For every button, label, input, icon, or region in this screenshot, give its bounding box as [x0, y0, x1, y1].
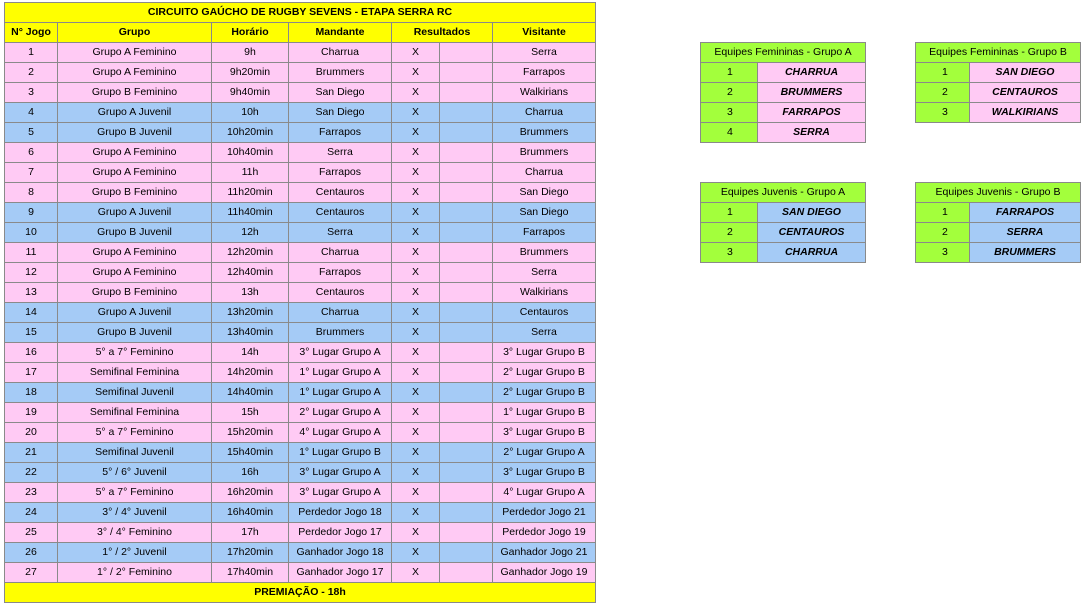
cell-visitante: Walkirians	[493, 83, 596, 103]
cell-mandante: 1° Lugar Grupo A	[289, 383, 392, 403]
cell-result-vs: X	[392, 283, 440, 303]
cell-result-vs: X	[392, 123, 440, 143]
cell-result-vs: X	[392, 463, 440, 483]
cell-result-vs: X	[392, 443, 440, 463]
cell-mandante: 2° Lugar Grupo A	[289, 403, 392, 423]
cell-mandante: Ganhador Jogo 18	[289, 543, 392, 563]
cell-num: 6	[5, 143, 58, 163]
team-name: CENTAUROS	[758, 223, 866, 243]
schedule-row	[5, 363, 596, 383]
schedule-row	[5, 103, 596, 123]
cell-visitante: 1° Lugar Grupo B	[493, 403, 596, 423]
cell-grupo: Grupo A Juvenil	[58, 303, 212, 323]
cell-grupo: Grupo B Feminino	[58, 283, 212, 303]
schedule-row	[5, 423, 596, 443]
cell-mandante: 4° Lugar Grupo A	[289, 423, 392, 443]
cell-num: 4	[5, 103, 58, 123]
cell-result-away	[440, 123, 493, 143]
team-number: 3	[701, 103, 758, 123]
schedule-title: CIRCUITO GAÚCHO DE RUGBY SEVENS - ETAPA SERRA RC	[5, 3, 596, 23]
cell-num: 21	[5, 443, 58, 463]
cell-num: 23	[5, 483, 58, 503]
team-name: WALKIRIANS	[970, 103, 1081, 123]
cell-result-away	[440, 483, 493, 503]
cell-horario: 11h20min	[212, 183, 289, 203]
schedule-row	[5, 483, 596, 503]
cell-grupo: Grupo B Juvenil	[58, 123, 212, 143]
team-row	[916, 203, 1081, 223]
team-row	[916, 63, 1081, 83]
cell-horario: 16h	[212, 463, 289, 483]
cell-result-vs: X	[392, 43, 440, 63]
team-number: 2	[701, 223, 758, 243]
cell-result-vs: X	[392, 523, 440, 543]
cell-horario: 12h	[212, 223, 289, 243]
cell-mandante: Charrua	[289, 43, 392, 63]
team-number: 3	[701, 243, 758, 263]
cell-grupo: 5° a 7° Feminino	[58, 343, 212, 363]
cell-result-away	[440, 463, 493, 483]
cell-grupo: 5° / 6° Juvenil	[58, 463, 212, 483]
cell-visitante: Brummers	[493, 143, 596, 163]
cell-mandante: Centauros	[289, 283, 392, 303]
cell-mandante: San Diego	[289, 103, 392, 123]
schedule-row	[5, 143, 596, 163]
cell-result-away	[440, 503, 493, 523]
cell-result-vs: X	[392, 263, 440, 283]
cell-result-away	[440, 263, 493, 283]
cell-horario: 14h20min	[212, 363, 289, 383]
cell-result-vs: X	[392, 223, 440, 243]
cell-result-away	[440, 83, 493, 103]
cell-result-vs: X	[392, 383, 440, 403]
cell-num: 16	[5, 343, 58, 363]
cell-grupo: 1° / 2° Juvenil	[58, 543, 212, 563]
cell-result-away	[440, 423, 493, 443]
cell-result-away	[440, 163, 493, 183]
schedule-row	[5, 243, 596, 263]
cell-mandante: 3° Lugar Grupo A	[289, 483, 392, 503]
cell-horario: 9h20min	[212, 63, 289, 83]
team-number: 1	[916, 63, 970, 83]
cell-num: 25	[5, 523, 58, 543]
team-row	[701, 203, 866, 223]
cell-horario: 13h40min	[212, 323, 289, 343]
cell-result-vs: X	[392, 543, 440, 563]
cell-grupo: Grupo A Juvenil	[58, 203, 212, 223]
teams-juv-a-table	[700, 182, 866, 263]
cell-visitante: Perdedor Jogo 21	[493, 503, 596, 523]
cell-visitante: Walkirians	[493, 283, 596, 303]
cell-result-vs: X	[392, 143, 440, 163]
schedule-row	[5, 563, 596, 583]
cell-grupo: Grupo A Feminino	[58, 143, 212, 163]
team-row	[916, 243, 1081, 263]
cell-result-vs: X	[392, 403, 440, 423]
cell-result-away	[440, 323, 493, 343]
teams-fem-a-title: Equipes Femininas - Grupo A	[701, 43, 866, 63]
team-number: 1	[701, 63, 758, 83]
cell-num: 12	[5, 263, 58, 283]
cell-grupo: Grupo A Feminino	[58, 263, 212, 283]
cell-result-vs: X	[392, 503, 440, 523]
cell-mandante: Serra	[289, 223, 392, 243]
header-grupo: Grupo	[58, 23, 212, 43]
schedule-row	[5, 343, 596, 363]
cell-num: 15	[5, 323, 58, 343]
cell-horario: 16h40min	[212, 503, 289, 523]
cell-result-vs: X	[392, 563, 440, 583]
cell-num: 24	[5, 503, 58, 523]
cell-horario: 10h	[212, 103, 289, 123]
cell-result-vs: X	[392, 83, 440, 103]
cell-mandante: Perdedor Jogo 18	[289, 503, 392, 523]
cell-num: 9	[5, 203, 58, 223]
cell-mandante: 1° Lugar Grupo A	[289, 363, 392, 383]
schedule-row	[5, 83, 596, 103]
cell-horario: 14h40min	[212, 383, 289, 403]
cell-horario: 17h40min	[212, 563, 289, 583]
cell-grupo: Grupo A Juvenil	[58, 103, 212, 123]
cell-visitante: 2° Lugar Grupo B	[493, 383, 596, 403]
cell-mandante: 1° Lugar Grupo B	[289, 443, 392, 463]
cell-result-away	[440, 103, 493, 123]
cell-result-away	[440, 223, 493, 243]
cell-result-vs: X	[392, 323, 440, 343]
team-number: 2	[916, 223, 970, 243]
cell-mandante: Brummers	[289, 323, 392, 343]
cell-mandante: Brummers	[289, 63, 392, 83]
cell-num: 18	[5, 383, 58, 403]
header-visitante: Visitante	[493, 23, 596, 43]
cell-grupo: 1° / 2° Feminino	[58, 563, 212, 583]
cell-num: 3	[5, 83, 58, 103]
team-name: BRUMMERS	[970, 243, 1081, 263]
team-row	[701, 83, 866, 103]
team-name: SERRA	[758, 123, 866, 143]
schedule-row	[5, 383, 596, 403]
cell-mandante: Centauros	[289, 183, 392, 203]
teams-juv-a-title: Equipes Juvenis - Grupo A	[701, 183, 866, 203]
schedule-row	[5, 403, 596, 423]
team-row	[701, 243, 866, 263]
cell-grupo: 5° a 7° Feminino	[58, 423, 212, 443]
cell-num: 7	[5, 163, 58, 183]
cell-horario: 16h20min	[212, 483, 289, 503]
cell-visitante: 4° Lugar Grupo A	[493, 483, 596, 503]
teams-fem-b-table	[915, 42, 1081, 123]
header-num: N° Jogo	[5, 23, 58, 43]
schedule-row	[5, 223, 596, 243]
cell-result-vs: X	[392, 243, 440, 263]
cell-grupo: 5° a 7° Feminino	[58, 483, 212, 503]
cell-num: 27	[5, 563, 58, 583]
cell-grupo: Grupo B Juvenil	[58, 323, 212, 343]
cell-grupo: Grupo A Feminino	[58, 243, 212, 263]
team-row	[701, 103, 866, 123]
cell-result-away	[440, 63, 493, 83]
cell-result-away	[440, 143, 493, 163]
cell-horario: 15h	[212, 403, 289, 423]
cell-horario: 12h20min	[212, 243, 289, 263]
team-row	[916, 223, 1081, 243]
cell-result-vs: X	[392, 163, 440, 183]
cell-result-away	[440, 43, 493, 63]
cell-horario: 15h40min	[212, 443, 289, 463]
cell-horario: 17h20min	[212, 543, 289, 563]
header-horario: Horário	[212, 23, 289, 43]
header-mandante: Mandante	[289, 23, 392, 43]
cell-visitante: Perdedor Jogo 19	[493, 523, 596, 543]
schedule-footer: PREMIAÇÃO - 18h	[5, 583, 596, 603]
cell-visitante: Charrua	[493, 163, 596, 183]
cell-visitante: 3° Lugar Grupo B	[493, 423, 596, 443]
cell-visitante: Brummers	[493, 123, 596, 143]
cell-mandante: Farrapos	[289, 123, 392, 143]
cell-result-away	[440, 383, 493, 403]
cell-horario: 14h	[212, 343, 289, 363]
cell-grupo: Grupo A Feminino	[58, 43, 212, 63]
cell-mandante: Centauros	[289, 203, 392, 223]
cell-num: 22	[5, 463, 58, 483]
cell-grupo: Semifinal Juvenil	[58, 383, 212, 403]
cell-result-away	[440, 363, 493, 383]
team-name: SAN DIEGO	[758, 203, 866, 223]
cell-mandante: Serra	[289, 143, 392, 163]
cell-visitante: Ganhador Jogo 19	[493, 563, 596, 583]
cell-result-vs: X	[392, 203, 440, 223]
cell-horario: 9h	[212, 43, 289, 63]
schedule-row	[5, 503, 596, 523]
cell-grupo: Grupo B Feminino	[58, 183, 212, 203]
cell-visitante: 3° Lugar Grupo B	[493, 463, 596, 483]
team-name: CENTAUROS	[970, 83, 1081, 103]
cell-num: 26	[5, 543, 58, 563]
team-row	[916, 83, 1081, 103]
schedule-row	[5, 183, 596, 203]
cell-result-vs: X	[392, 103, 440, 123]
teams-fem-a-table	[700, 42, 866, 143]
team-row	[701, 63, 866, 83]
cell-visitante: Serra	[493, 323, 596, 343]
team-name: CHARRUA	[758, 243, 866, 263]
team-row	[916, 103, 1081, 123]
cell-visitante: Centauros	[493, 303, 596, 323]
schedule-row	[5, 123, 596, 143]
cell-visitante: Charrua	[493, 103, 596, 123]
teams-juv-b-title: Equipes Juvenis - Grupo B	[916, 183, 1081, 203]
cell-result-away	[440, 283, 493, 303]
cell-grupo: Semifinal Feminina	[58, 363, 212, 383]
team-number: 2	[701, 83, 758, 103]
cell-num: 2	[5, 63, 58, 83]
team-name: FARRAPOS	[758, 103, 866, 123]
cell-horario: 13h20min	[212, 303, 289, 323]
cell-horario: 13h	[212, 283, 289, 303]
cell-num: 19	[5, 403, 58, 423]
cell-mandante: 3° Lugar Grupo A	[289, 343, 392, 363]
cell-grupo: Grupo A Feminino	[58, 63, 212, 83]
cell-num: 8	[5, 183, 58, 203]
cell-num: 1	[5, 43, 58, 63]
cell-visitante: 3° Lugar Grupo B	[493, 343, 596, 363]
team-name: CHARRUA	[758, 63, 866, 83]
cell-num: 10	[5, 223, 58, 243]
cell-horario: 11h	[212, 163, 289, 183]
cell-result-vs: X	[392, 343, 440, 363]
schedule-header-row	[5, 23, 596, 43]
schedule-row	[5, 463, 596, 483]
team-name: SAN DIEGO	[970, 63, 1081, 83]
cell-visitante: 2° Lugar Grupo A	[493, 443, 596, 463]
schedule-row	[5, 63, 596, 83]
team-number: 4	[701, 123, 758, 143]
team-name: SERRA	[970, 223, 1081, 243]
cell-mandante: Charrua	[289, 303, 392, 323]
cell-num: 14	[5, 303, 58, 323]
cell-visitante: San Diego	[493, 203, 596, 223]
header-resultados: Resultados	[392, 23, 493, 43]
cell-num: 5	[5, 123, 58, 143]
cell-horario: 11h40min	[212, 203, 289, 223]
cell-result-away	[440, 523, 493, 543]
cell-result-vs: X	[392, 483, 440, 503]
cell-grupo: 3° / 4° Juvenil	[58, 503, 212, 523]
schedule-row	[5, 523, 596, 543]
cell-horario: 15h20min	[212, 423, 289, 443]
schedule-row	[5, 443, 596, 463]
cell-grupo: Semifinal Juvenil	[58, 443, 212, 463]
cell-result-vs: X	[392, 183, 440, 203]
cell-result-away	[440, 183, 493, 203]
teams-juv-b-table	[915, 182, 1081, 263]
cell-result-away	[440, 343, 493, 363]
cell-visitante: Brummers	[493, 243, 596, 263]
teams-fem-b-title: Equipes Femininas - Grupo B	[916, 43, 1081, 63]
cell-grupo: Grupo A Feminino	[58, 163, 212, 183]
cell-mandante: San Diego	[289, 83, 392, 103]
cell-mandante: Ganhador Jogo 17	[289, 563, 392, 583]
cell-result-vs: X	[392, 423, 440, 443]
schedule-row	[5, 163, 596, 183]
cell-mandante: Farrapos	[289, 263, 392, 283]
team-name: FARRAPOS	[970, 203, 1081, 223]
cell-grupo: Grupo B Juvenil	[58, 223, 212, 243]
cell-visitante: Ganhador Jogo 21	[493, 543, 596, 563]
team-number: 3	[916, 243, 970, 263]
team-number: 1	[916, 203, 970, 223]
cell-grupo: 3° / 4° Feminino	[58, 523, 212, 543]
schedule-row	[5, 303, 596, 323]
cell-horario: 12h40min	[212, 263, 289, 283]
team-row	[701, 123, 866, 143]
cell-num: 20	[5, 423, 58, 443]
cell-mandante: 3° Lugar Grupo A	[289, 463, 392, 483]
schedule-row	[5, 203, 596, 223]
cell-result-vs: X	[392, 303, 440, 323]
cell-grupo: Grupo B Feminino	[58, 83, 212, 103]
cell-result-away	[440, 303, 493, 323]
cell-horario: 9h40min	[212, 83, 289, 103]
cell-num: 17	[5, 363, 58, 383]
schedule-row	[5, 43, 596, 63]
cell-visitante: 2° Lugar Grupo B	[493, 363, 596, 383]
cell-horario: 10h40min	[212, 143, 289, 163]
cell-num: 13	[5, 283, 58, 303]
cell-visitante: San Diego	[493, 183, 596, 203]
cell-mandante: Perdedor Jogo 17	[289, 523, 392, 543]
cell-result-away	[440, 243, 493, 263]
cell-result-away	[440, 443, 493, 463]
cell-visitante: Farrapos	[493, 63, 596, 83]
cell-horario: 10h20min	[212, 123, 289, 143]
team-number: 3	[916, 103, 970, 123]
cell-visitante: Serra	[493, 263, 596, 283]
cell-visitante: Farrapos	[493, 223, 596, 243]
cell-grupo: Semifinal Feminina	[58, 403, 212, 423]
cell-horario: 17h	[212, 523, 289, 543]
cell-result-away	[440, 563, 493, 583]
cell-mandante: Charrua	[289, 243, 392, 263]
schedule-table	[4, 2, 596, 603]
cell-result-vs: X	[392, 63, 440, 83]
cell-result-vs: X	[392, 363, 440, 383]
team-row	[701, 223, 866, 243]
cell-visitante: Serra	[493, 43, 596, 63]
team-number: 2	[916, 83, 970, 103]
cell-result-away	[440, 543, 493, 563]
schedule-row	[5, 323, 596, 343]
schedule-row	[5, 543, 596, 563]
schedule-row	[5, 283, 596, 303]
cell-mandante: Farrapos	[289, 163, 392, 183]
cell-num: 11	[5, 243, 58, 263]
cell-result-away	[440, 203, 493, 223]
team-number: 1	[701, 203, 758, 223]
cell-result-away	[440, 403, 493, 423]
team-name: BRUMMERS	[758, 83, 866, 103]
schedule-row	[5, 263, 596, 283]
